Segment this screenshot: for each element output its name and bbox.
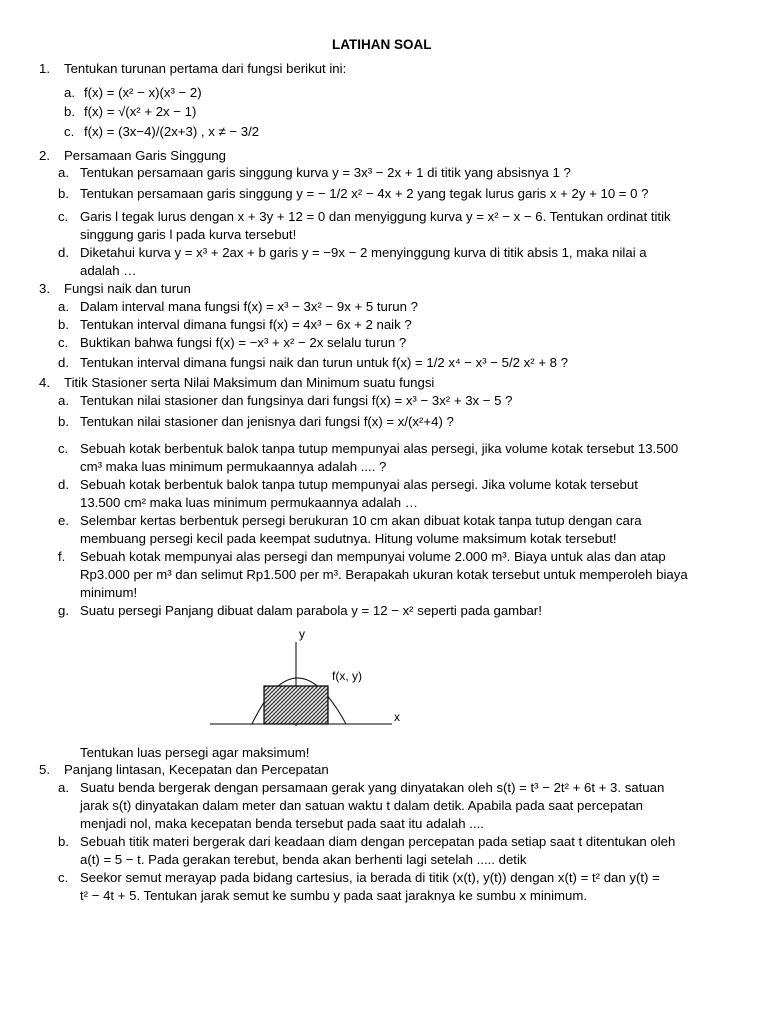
question-text: Tentukan nilai stasioner dan jenisnya dari fungsi f(x) = x/(x²+4) ? [80,414,454,429]
item-marker: 2. [39,148,50,163]
inscribed-rectangle [264,686,328,724]
item-marker: b. [58,317,69,332]
parabola-figure [200,624,410,734]
item-marker: g. [58,603,69,618]
question-text: Garis l tegak lurus dengan x + 3y + 12 = 0 dan menyiggung kurva y = x² − x − 6. Tentukan ordinat titik [80,209,671,224]
question-text: f(x) = √(x² + 2x − 1) [84,104,197,119]
section-heading: Persamaan Garis Singgung [64,148,227,163]
question-text: Suatu benda bergerak dengan persamaan gerak yang dinyatakan oleh s(t) = t³ − 2t² + 6t + 3. satuan [80,780,665,795]
question-text: Sebuah kotak berbentuk balok tanpa tutup mempunyai alas persegi, jika volume kotak tersebut 13.500 [80,441,679,456]
item-marker: b. [58,414,69,429]
section-heading: Tentukan turunan pertama dari fungsi berikut ini: [64,61,347,76]
question-text: menjadi nol, maka kecepatan benda tersebut pada saat itu adalah .... [80,816,484,831]
question-text: f(x) = (3x−4)/(2x+3) , x ≠ − 3/2 [84,124,260,139]
item-marker: a. [64,85,75,100]
item-marker: 4. [39,375,50,390]
question-text: Tentukan nilai stasioner dan fungsinya dari fungsi f(x) = x³ − 3x² + 3x − 5 ? [80,393,513,408]
question-text: cm³ maka luas minimum permukaannya adalah .... ? [80,459,387,474]
question-text: Tentukan luas persegi agar maksimum! [80,745,310,760]
question-text: Tentukan persamaan garis singgung y = − 1/2 x² − 4x + 2 yang tegak lurus garis x + 2y + 10 = 0 ? [80,186,649,201]
item-marker: b. [58,186,69,201]
question-text: Sebuah titik materi bergerak dari keadaan diam dengan percepatan pada setiap saat t ditentukan oleh [80,834,676,849]
question-text: minimum! [80,585,138,600]
question-text: Tentukan interval dimana fungsi naik dan turun untuk f(x) = 1/2 x⁴ − x³ − 5/2 x² + 8 ? [80,355,569,370]
item-marker: c. [58,209,69,224]
x-axis-label: x [394,710,400,724]
item-marker: d. [58,477,69,492]
item-marker: c. [58,870,69,885]
question-text: Rp3.000 per m³ dan selimut Rp1.500 per m³. Berapakah ukuran kotak tersebut untuk memperoleh biaya [80,567,688,582]
question-text: Sebuah kotak berbentuk balok tanpa tutup mempunyai alas persegi. Jika volume kotak tersebut [80,477,638,492]
question-text: Diketahui kurva y = x³ + 2ax + b garis y = −9x − 2 menyinggung kurva di titik absis 1, maka nilai a [80,245,647,260]
question-text: Sebuah kotak mempunyai alas persegi dan mempunyai volume 2.000 m³. Biaya untuk alas dan atap [80,549,666,564]
item-marker: c. [64,124,75,139]
question-text: Dalam interval mana fungsi f(x) = x³ − 3x² − 9x + 5 turun ? [80,299,418,314]
item-marker: a. [58,393,69,408]
item-marker: d. [58,245,69,260]
item-marker: c. [58,335,69,350]
question-text: jarak s(t) dinyatakan dalam meter dan satuan waktu t dalam detik. Apabila pada saat percepatan [80,798,643,813]
question-text: adalah … [80,263,137,278]
point-label: f(x, y) [332,669,362,683]
question-text: singgung garis l pada kurva tersebut! [80,227,297,242]
question-text: a(t) = 5 − t. Pada gerakan terebut, benda akan berhenti lagi setelah ..... detik [80,852,527,867]
question-text: Suatu persegi Panjang dibuat dalam parabola y = 12 − x² seperti pada gambar! [80,603,542,618]
y-axis-label: y [299,627,305,641]
question-text: Buktikan bahwa fungsi f(x) = −x³ + x² − 2x selalu turun ? [80,335,407,350]
page-title: LATIHAN SOAL [332,37,432,52]
question-text: 13.500 cm² maka luas minimum permukaannya adalah … [80,495,418,510]
item-marker: d. [58,355,69,370]
question-text: membuang persegi kecil pada keempat sudutnya. Hitung volume maksimum kotak tersebut! [80,531,617,546]
section-heading: Fungsi naik dan turun [64,281,191,296]
item-marker: b. [58,834,69,849]
item-marker: c. [58,441,69,456]
item-marker: e. [58,513,69,528]
item-marker: 1. [39,61,50,76]
question-text: Selembar kertas berbentuk persegi berukuran 10 cm akan dibuat kotak tanpa tutup dengan cara [80,513,642,528]
section-heading: Panjang lintasan, Kecepatan dan Percepatan [64,762,329,777]
item-marker: f. [58,549,66,564]
question-text: Tentukan interval dimana fungsi f(x) = 4x³ − 6x + 2 naik ? [80,317,412,332]
item-marker: a. [58,165,69,180]
question-text: Seekor semut merayap pada bidang cartesius, ia berada di titik (x(t), y(t)) dengan x(t) = t² dan y(t) = [80,870,660,885]
question-text: f(x) = (x² − x)(x³ − 2) [84,85,202,100]
item-marker: 3. [39,281,50,296]
item-marker: 5. [39,762,50,777]
item-marker: a. [58,780,69,795]
question-text: Tentukan persamaan garis singgung kurva y = 3x³ − 2x + 1 di titik yang absisnya 1 ? [80,165,571,180]
item-marker: a. [58,299,69,314]
section-heading: Titik Stasioner serta Nilai Maksimum dan Minimum suatu fungsi [64,375,435,390]
item-marker: b. [64,104,75,119]
question-text: t² − 4t + 5. Tentukan jarak semut ke sumbu y pada saat jaraknya ke sumbu x minimum. [80,888,587,903]
